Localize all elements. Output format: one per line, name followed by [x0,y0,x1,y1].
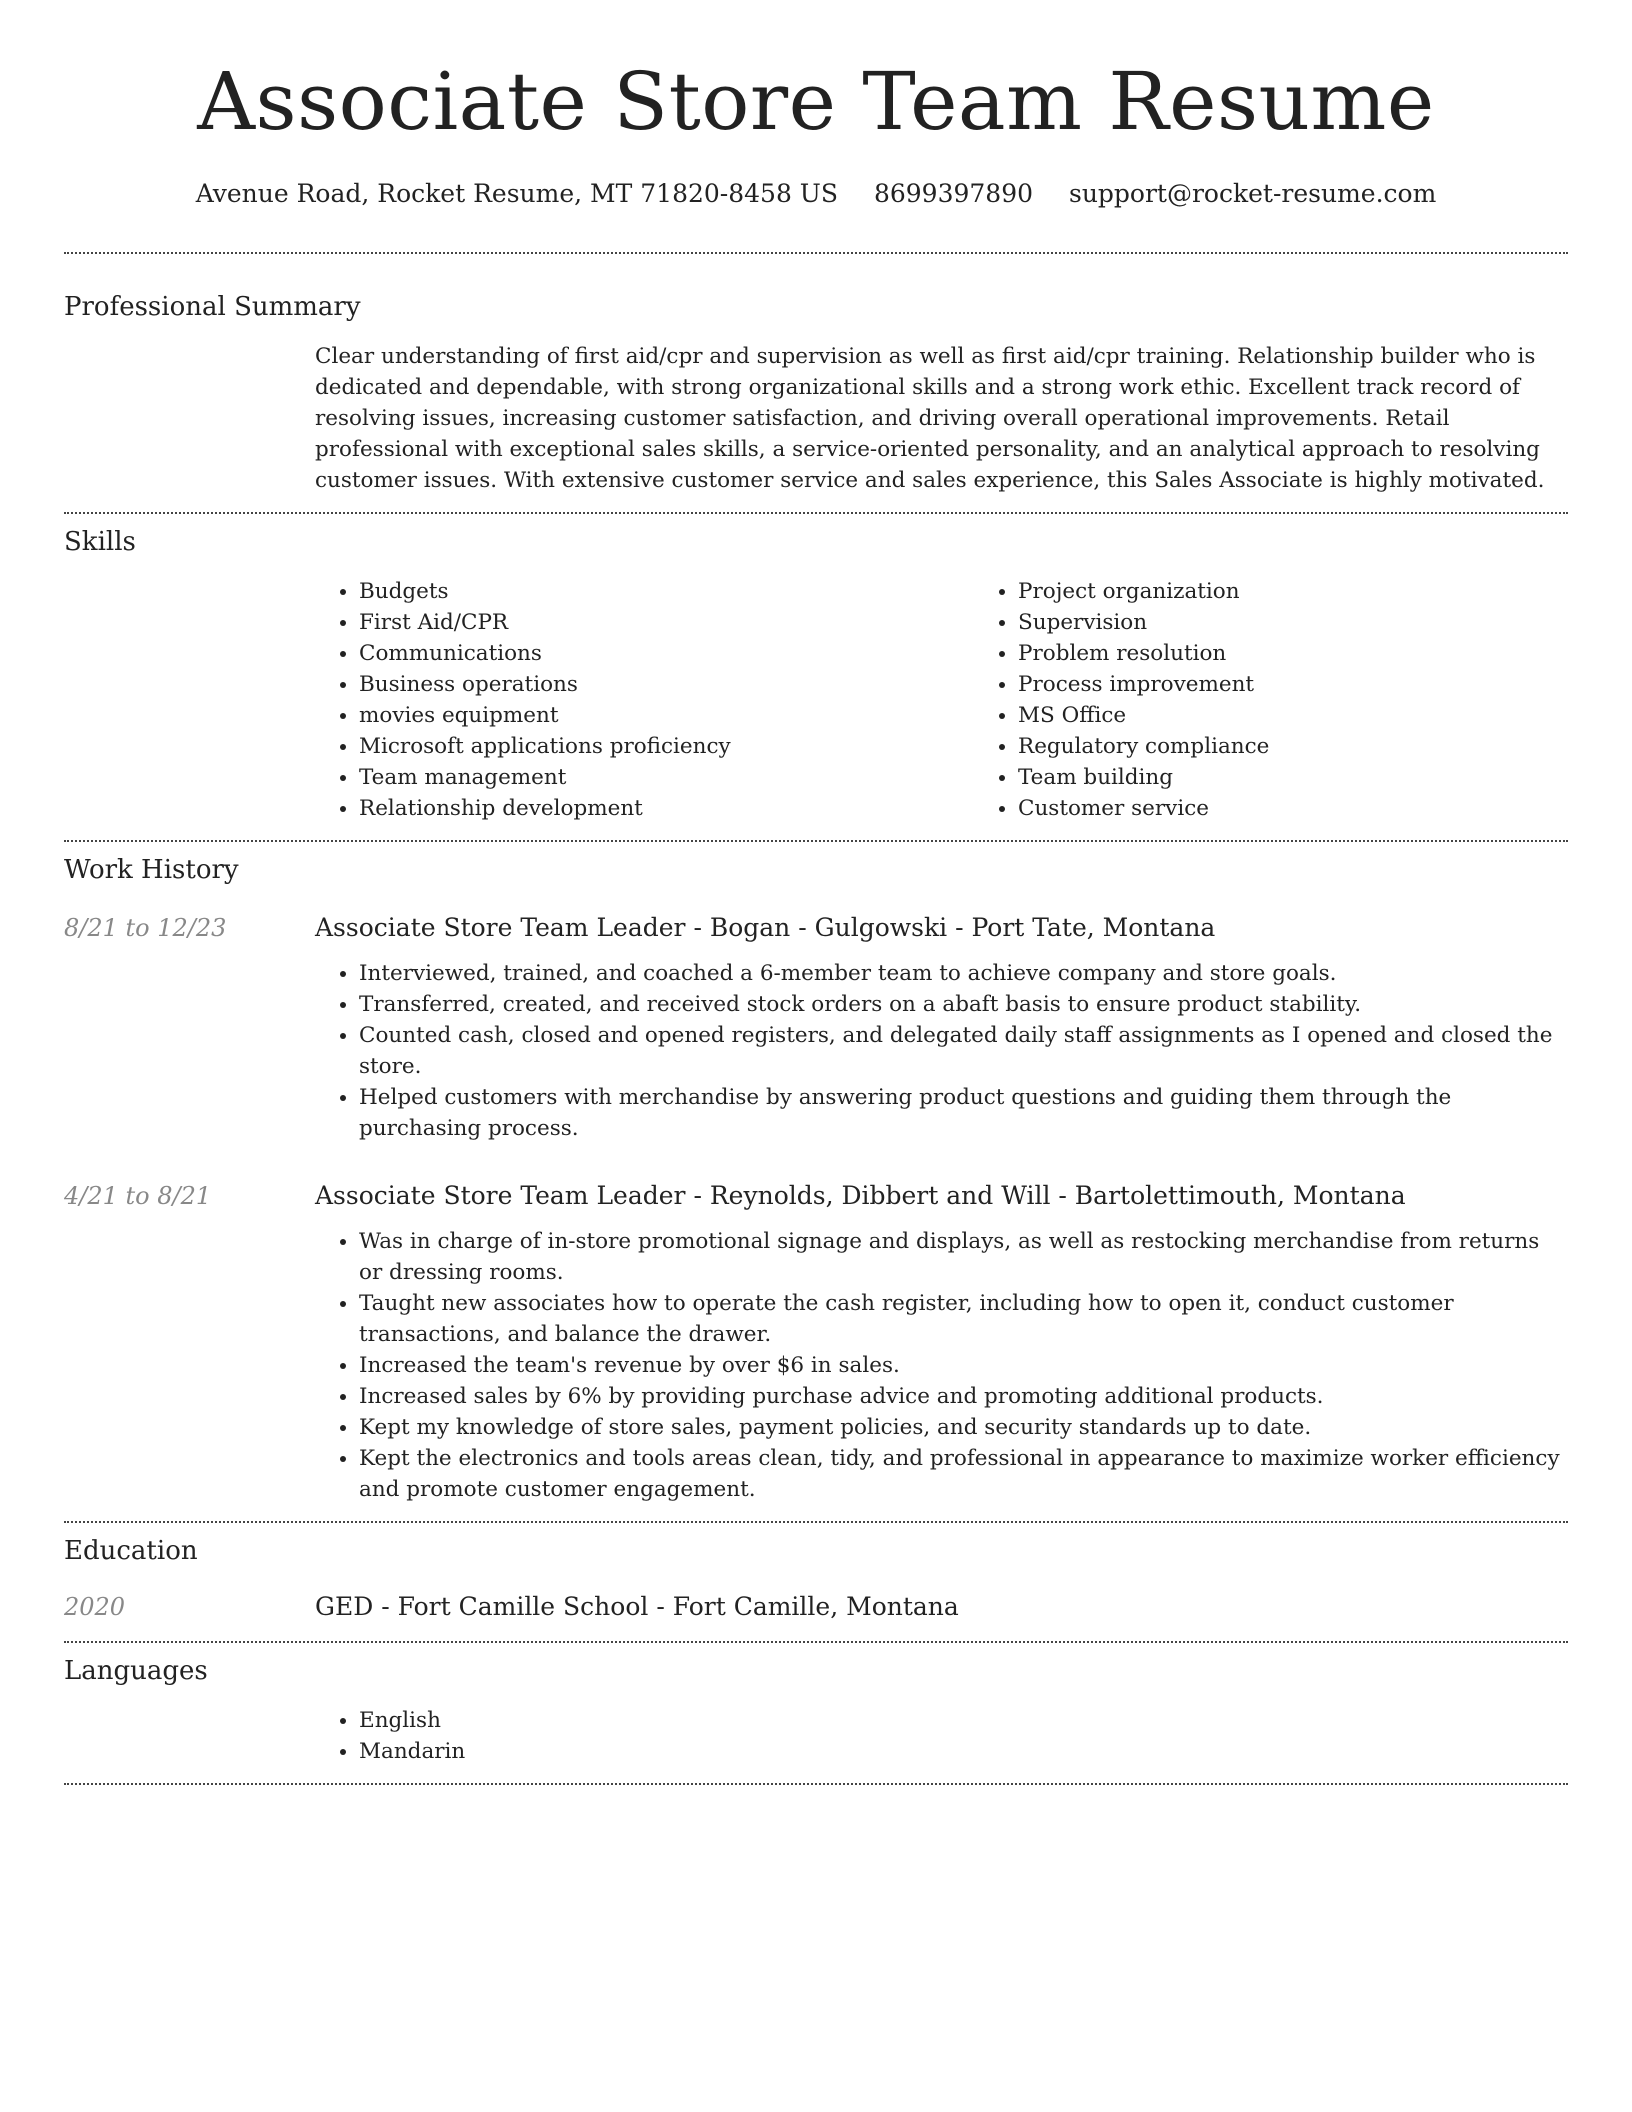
list-item: • MS Office [1018,700,1632,731]
education-year: 2020 [64,1593,126,1621]
section-heading-education: Education [64,1536,198,1566]
list-item: • Increased sales by 6% by providing purchase advice and promoting additional products. [359,1381,1568,1412]
languages-list [315,1705,1568,1767]
summary-section [64,254,1568,496]
list-item: • Counted cash, closed and opened registers, and delegated daily staff assignments as I opened and closed the store. [359,1020,1568,1082]
job-title: Associate Store Team Leader - Bogan - Gulgowski - Port Tate, Montana [315,913,1216,942]
education-section [64,1523,1568,1625]
list-item: • Team management [359,762,974,793]
job-entry [64,910,1568,1144]
list-item: • Increased the team's revenue by over $6 in sales. [359,1350,1568,1381]
list-item: • Team building [1018,762,1632,793]
resume-page [64,0,1568,1785]
page-title: Associate Store Team Resume [197,55,1435,148]
summary-text: Clear understanding of first aid/cpr and supervision as well as first aid/cpr training. Relationship builder who is dedicated and dependable, with strong organizational skills and a strong work ethic. Excellent track record of resolving issues, increasing customer satisfaction, and driving overall operational improvements. Retail professional with exceptional sales skills, a service-oriented personality, and an analytical approach to resolving customer issues. With extensive customer service and sales experience, this Sales Associate is highly motivated. [315,344,1545,493]
list-item: • Was in charge of in-store promotional signage and displays, as well as restocking merchandise from returns or dressing rooms. [359,1226,1568,1288]
job-bullets [315,1226,1568,1505]
list-item: • Taught new associates how to operate the cash register, including how to open it, conduct customer transactions, and balance the drawer. [359,1288,1568,1350]
list-item: • Customer service [1018,793,1632,824]
list-item: • movies equipment [359,700,974,731]
education-entry: GED - Fort Camille School - Fort Camille, Montana [315,1592,959,1621]
skills-column-left [315,576,974,824]
list-item: • Regulatory compliance [1018,731,1632,762]
skills-column-right [974,576,1632,824]
list-item: • Helped customers with merchandise by answering product questions and guiding them through the purchasing process. [359,1082,1568,1144]
job-entry [64,1178,1568,1505]
section-heading-languages: Languages [64,1656,208,1686]
list-item: • English [359,1705,1568,1736]
contact-address: Avenue Road, Rocket Resume, MT 71820-8458 US [195,179,839,208]
skills-list [315,576,1632,824]
list-item: • Project organization [1018,576,1632,607]
contact-line [64,176,1568,212]
list-item: • Kept my knowledge of store sales, payment policies, and security standards up to date. [359,1412,1568,1443]
section-heading-skills: Skills [64,527,136,557]
list-item: • Supervision [1018,607,1632,638]
skills-section [64,514,1568,824]
job-bullets [315,958,1568,1144]
list-item: • Mandarin [359,1736,1568,1767]
list-item: • Kept the electronics and tools areas clean, tidy, and professional in appearance to maximize worker efficiency and promote customer engagement. [359,1443,1568,1505]
list-item: • Transferred, created, and received stock orders on a abaft basis to ensure product stability. [359,989,1568,1020]
job-dates: 4/21 to 8/21 [64,1182,212,1210]
list-item: • Microsoft applications proficiency [359,731,974,762]
list-item: • Business operations [359,669,974,700]
list-item: • Interviewed, trained, and coached a 6-member team to achieve company and store goals. [359,958,1568,989]
job-dates: 8/21 to 12/23 [64,914,227,942]
list-item: • Problem resolution [1018,638,1632,669]
work-section [64,842,1568,1505]
list-item: • Process improvement [1018,669,1632,700]
languages-section [64,1643,1568,1767]
job-title: Associate Store Team Leader - Reynolds, Dibbert and Will - Bartolettimouth, Montana [315,1181,1406,1210]
list-item: • First Aid/CPR [359,607,974,638]
list-item: • Communications [359,638,974,669]
contact-phone: 8699397890 [873,179,1034,208]
section-heading-work: Work History [64,855,239,885]
list-item: • Budgets [359,576,974,607]
section-heading-summary: Professional Summary [64,292,361,322]
section-divider [64,1783,1568,1785]
contact-email: support@rocket-resume.com [1068,179,1437,208]
list-item: • Relationship development [359,793,974,824]
